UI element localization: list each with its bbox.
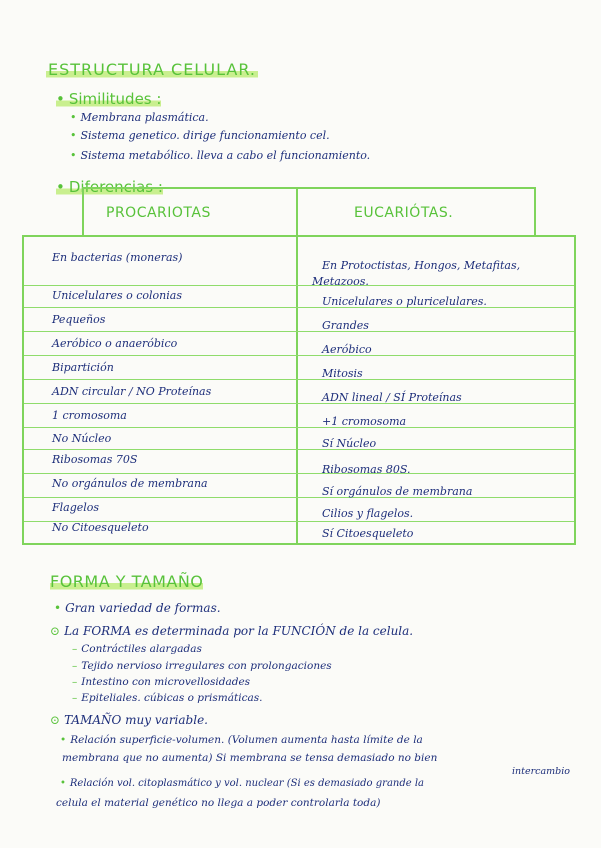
table-row — [24, 429, 574, 450]
cell-pro: Unicelulares o colonias — [52, 289, 182, 302]
table-row — [24, 357, 574, 380]
cell-eu: ADN lineal / SÍ Proteínas — [322, 391, 462, 404]
cell-pro: 1 cromosoma — [52, 409, 127, 422]
forma-subitem: – Tejido nervioso irregulares con prolongaciones — [72, 660, 332, 672]
table-row — [24, 475, 574, 498]
cell-eu: Ribosomas 80S. — [322, 463, 411, 476]
cell-pro: Aeróbico o anaeróbico — [52, 337, 178, 350]
cell-pro: Pequeños — [52, 313, 106, 326]
cell-eu: En Protoctistas, Hongos, Metafitas, — [322, 259, 521, 272]
cell-eu: Sí orgánulos de membrana — [322, 485, 473, 498]
table-row — [24, 381, 574, 404]
forma-subitem: – Contráctiles alargadas — [72, 643, 202, 655]
forma-heading: FORMA Y TAMAÑO — [50, 572, 204, 591]
cell-eu: +1 cromosoma — [322, 415, 407, 428]
cell-pro: No Citoesqueleto — [52, 521, 149, 534]
cell-pro: Flagelos — [52, 501, 100, 514]
table-row — [24, 405, 574, 428]
table-row — [24, 521, 574, 541]
table-row — [24, 333, 574, 356]
cell-pro: En bacterias (moneras) — [52, 251, 183, 264]
cell-pro: Bipartición — [52, 361, 114, 374]
similitud-item: • Membrana plasmática. — [70, 111, 209, 124]
similitud-item: • Sistema genetico. dirige funcionamiento cel. — [70, 129, 330, 142]
forma-line: ⊙ La FORMA es determinada por la FUNCIÓN de la celula. — [50, 624, 414, 638]
forma-line: • Gran variedad de formas. — [54, 601, 221, 615]
cell-pro: No orgánulos de membrana — [52, 477, 208, 490]
forma-subitem: – Epiteliales. cúbicas o prismáticas. — [72, 692, 263, 704]
header-divider — [296, 189, 298, 237]
similitud-item: • Sistema metabólico. lleva a cabo el funcionamiento. — [70, 149, 371, 162]
cell-pro: Ribosomas 70S — [52, 453, 138, 466]
cell-pro: ADN circular / NO Proteínas — [52, 385, 212, 398]
col-prokaryote: PROCARIOTAS — [106, 205, 211, 221]
col-eukaryote: EUCARIÓTAS. — [354, 205, 454, 221]
table-row — [24, 237, 574, 286]
cell-eu: Grandes — [322, 319, 369, 332]
tamano-bullet-2: • Relación vol. citoplasmático y vol. nuclear (Si es demasiado grande la — [60, 778, 424, 789]
tamano-bullet-1-cont: membrana que no aumenta) Si membrana se tensa demasiado no bien — [62, 752, 438, 764]
cell-eu: Mitosis — [322, 367, 363, 380]
table-row — [24, 451, 574, 474]
tamano-bullet-1: • Relación superficie-volumen. (Volumen aumenta hasta límite de la — [60, 734, 423, 746]
tamano-bullet-2-cont: celula el material genético no llega a poder controlarla toda) — [56, 797, 381, 809]
cell-eu: Aeróbico — [322, 343, 372, 356]
diferencias-heading: • Diferencias : — [56, 178, 163, 196]
similitudes-heading: • Similitudes : — [56, 90, 162, 108]
cell-eu: Sí Citoesqueleto — [322, 527, 414, 540]
table-header — [82, 187, 536, 237]
page-title: ESTRUCTURA CELULAR. — [48, 60, 256, 79]
table-row — [24, 309, 574, 332]
comparison-table — [22, 235, 576, 545]
table-row — [24, 499, 574, 522]
forma-subitem: – Intestino con microvellosidades — [72, 676, 251, 688]
cell-pro: No Núcleo — [52, 432, 112, 445]
cell-eu: Sí Núcleo — [322, 437, 377, 450]
tamano-bullet-1-cont2: intercambio — [512, 766, 570, 777]
cell-eu: Cilios y flagelos. — [322, 507, 414, 520]
cell-eu: Unicelulares o pluricelulares. — [322, 295, 487, 308]
table-row — [24, 285, 574, 308]
tamano-line: ⊙ TAMAÑO muy variable. — [50, 713, 208, 727]
cell-eu-cont: Metazoos. — [312, 275, 369, 288]
